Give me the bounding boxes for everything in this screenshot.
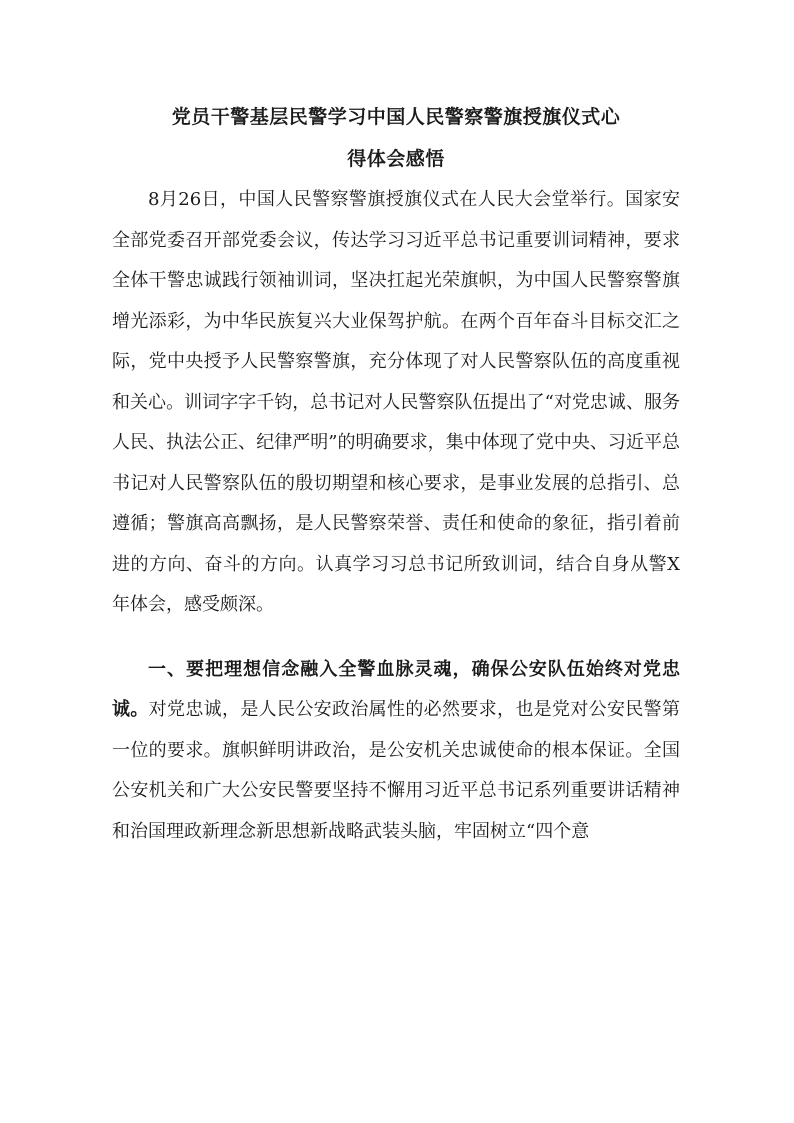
document-title: [112, 96, 680, 180]
section-1-paragraph: [112, 650, 680, 853]
document-page: [112, 96, 680, 852]
title-line-2: 得体会感悟: [347, 148, 445, 170]
title-line-1: 党员干警基层民警学习中国人民警察警旗授旗仪式心: [171, 106, 621, 128]
intro-paragraph: 8月26日，中国人民警察警旗授旗仪式在人民大会堂举行。国家安全部党委召开部党委会议，传达学习习近平总书记重要训词精神，要求全体干警忠诚践行领袖训词，坚决扛起光荣旗帜，为中国人民警察警旗增光添彩，为中华民族复兴大业保驾护航。在两个百年奋斗目标交汇之际，党中央授予人民警察警旗，充分体现了对人民警察队伍的高度重视和关心。训词字字千钧，总书记对人民警察队伍提出了“对党忠诚、服务人民、执法公正、纪律严明”的明确要求，集中体现了党中央、习近平总书记对人民警察队伍的殷切期望和核心要求，是事业发展的总指引、总遵循；警旗高高飘扬，是人民警察荣誉、责任和使命的象征，指引着前进的方向、奋斗的方向。认真学习习总书记所致训词，结合自身从警X年体会，感受颇深。: [112, 189, 680, 615]
section-1-heading: 一、要把理想信念融入全警血脉灵魂，确保公安队伍始终对党忠诚。: [112, 658, 680, 720]
section-1-text: 对党忠诚，是人民公安政治属性的必然要求，也是党对公安民警第一位的要求。旗帜鲜明讲政治，是公安机关忠诚使命的根本保证。全国公安机关和广大公安民警要坚持不懈用习近平总书记系列重要讲话精神和治国理政新理念新思想新战略武装头脑，牢固树立“四个意: [112, 699, 681, 842]
